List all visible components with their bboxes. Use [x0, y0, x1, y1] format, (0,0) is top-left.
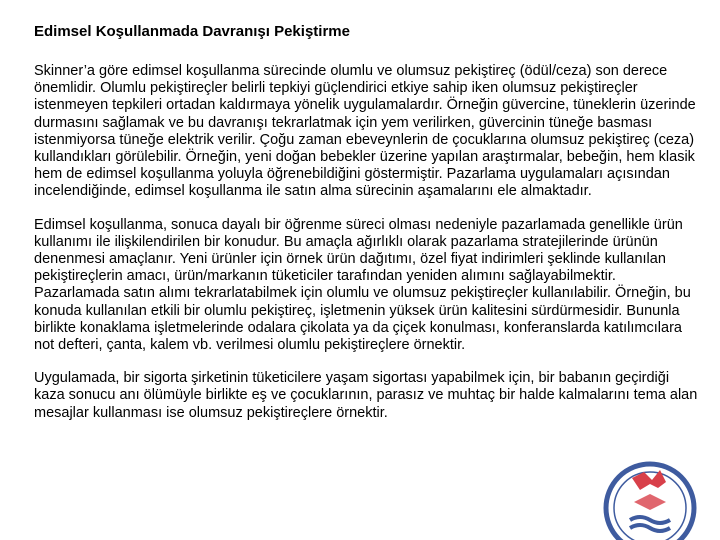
paragraph-1: Skinner’a göre edimsel koşullanma sürecinde olumlu ve olumsuz pekiştireç (ödül/ceza) son derece önemlidir. Olumlu pekiştireçler belirli tepkiyi güçlendirici etkiye sahip iken olumsuz pekiştireçler istenmeyen tepkileri ortadan kaldırmaya yönelik uygulamalardır. Örneğin güvercine, tüneklerin üzerinde durmasını sağlamak ve bu davranışı tekrarlatmak için yem verilirken, güvercinin tüneğe basması istenmiyorsa tüneğe elektrik verilir. Çoğu zaman ebeveynlerin de çocuklarına olumsuz pekiştireç (ceza) kullandıkları görülebilir. Örneğin, yeni doğan bebekler üzerine yapılan araştırmalar, bebeğin, hem klasik hem de edimsel koşullanma yoluyla öğrenebildiğini göstermiştir. Pazarlama uygulamaları açısından incelendiğinde, edimsel koşullanma ile satın alma sürecinin aşamalarını ele almaktadır.	[34, 63, 696, 200]
slide-body	[34, 63, 698, 438]
paragraph-2: Edimsel koşullanma, sonuca dayalı bir öğrenme süreci olması nedeniyle pazarlamada genellikle ürün kullanımı ile ilişkilendirilen bir konudur. Bu amaçla ağırlıklı olarak pazarlama stratejilerinde ürünün denenmesi amaçlanır. Yeni ürünler için örnek ürün dağıtımı, özel fiyat indirimleri şeklinde kullanılan pekiştireçlerin amacı, ürün/markanın tüketiciler tarafından yeniden alımını sağlayabilmektir. Pazarlamada satın alımı tekrarlatabilmek için olumlu ve olumsuz pekiştireçler kullanılabilir. Örneğin, bu konuda kullanılan etkili bir olumlu pekiştireç, işletmenin yüksek ürün kalitesini sürdürmesidir. Bununla birlikte konaklama işletmelerinde odalara çikolata ya da çiçek konulması, konferanslarda katılımcılara not defteri, çanta, kalem vb. verilmesi olumlu pekiştireçlere örnektir.	[34, 216, 691, 354]
paragraph-3: Uygulamada, bir sigorta şirketinin tüketicilere yaşam sigortası yapabilmek için, bir babanın geçirdiği kaza sonucu anı ölümüyle birlikte eş ve çocuklarının, parasız ve muhtaç bir halde kalmalarını tema alan mesajlar kullanması ise olumsuz pekiştireçlere örnektir.	[34, 370, 698, 421]
slide-title: Edimsel Koşullanmada Davranışı Pekiştirme	[34, 23, 350, 40]
university-seal-icon	[600, 458, 700, 540]
